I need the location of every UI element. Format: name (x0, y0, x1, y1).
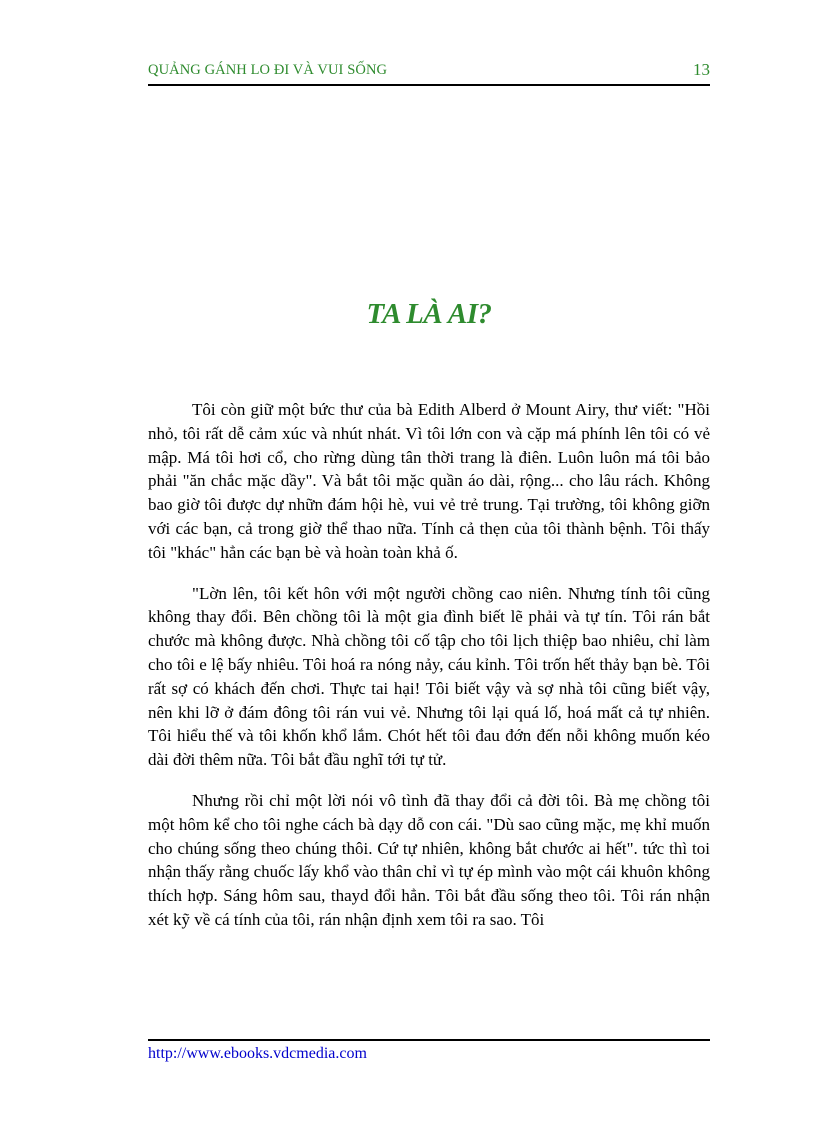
page-footer (148, 1039, 710, 1063)
paragraph: "Lờn lên, tôi kết hôn với một người chồng cao niên. Nhưng tính tôi cũng không thay đổi. Bên chồng tôi là một gia đình biết lẽ phải và tự tín. Tôi rán bắt chước mà không được. Nhà chồng tôi cố tập cho tôi lịch thiệp bao nhiêu, chỉ làm cho tôi e lệ bấy nhiêu. Tôi hoá ra nóng nảy, cáu kỉnh. Tôi trốn hết thảy bạn bè. Tôi rất sợ có khách đến chơi. Thực tai hại! Tôi biết vậy và sợ nhà tôi cũng biết vậy, nên khi lỡ ở đám đông tôi rán vui vẻ. Nhưng tôi lại quá lố, hoá mất cả tự nhiên. Tôi hiểu thế và tôi khốn khổ lắm. Chót hết tôi đau đớn đến nỗi không muốn kéo dài đời thêm nữa. Tôi bắt đầu nghĩ tới tự tử. (148, 583, 710, 770)
chapter-title: TA LÀ AI? (366, 298, 492, 330)
paragraph: Tôi còn giữ một bức thư của bà Edith Alberd ở Mount Airy, thư viết: "Hồi nhỏ, tôi rất dễ cảm xúc và nhút nhát. Vì tôi lớn con và cặp má phính lên tôi có vẻ mập. Má tôi hơi cổ, cho rừng dùng tân thời trang là điên. Luôn luôn má tôi bảo phải "ăn chắc mặc dầy". Và bắt tôi mặc quần áo dài, rộng... cho lâu rách. Không bao giờ tôi được dự nhữn đám hội hè, vui vẻ trẻ trung. Tại trường, tôi không giỡn với các bạn, cả trong giờ thể thao nữa. Tính cả thẹn của tôi thành bệnh. Tôi thấy tôi "khác" hẳn các bạn bè và hoàn toàn khả ố. (148, 400, 710, 562)
website-link[interactable]: http://www.ebooks.vdcmedia.com (148, 1045, 367, 1062)
page-header (148, 58, 710, 86)
body-text (148, 398, 710, 949)
book-title: QUẢNG GÁNH LO ĐI VÀ VUI SỐNG (148, 62, 388, 78)
page-number: 13 (693, 60, 710, 79)
paragraph: Nhưng rồi chỉ một lời nói vô tình đã thay đổi cả đời tôi. Bà mẹ chồng tôi một hôm kể cho tôi nghe cách bà dạy dỗ con cái. "Dù sao cũng mặc, mẹ khỉ muốn cho chúng sống theo chúng thôi. Cứ tự nhiên, không bắt chước ai hết". tức thì toi nhận thấy rằng chuốc lấy khổ vào thân chỉ vì tự ép mình vào một cái khuôn không thích hợp. Sáng hôm sau, thayd đổi hẳn. Tôi bắt đầu sống theo tôi. Tôi rán nhận xét kỹ về cá tính của tôi, rán nhận định xem tôi ra sao. Tôi (148, 790, 710, 929)
